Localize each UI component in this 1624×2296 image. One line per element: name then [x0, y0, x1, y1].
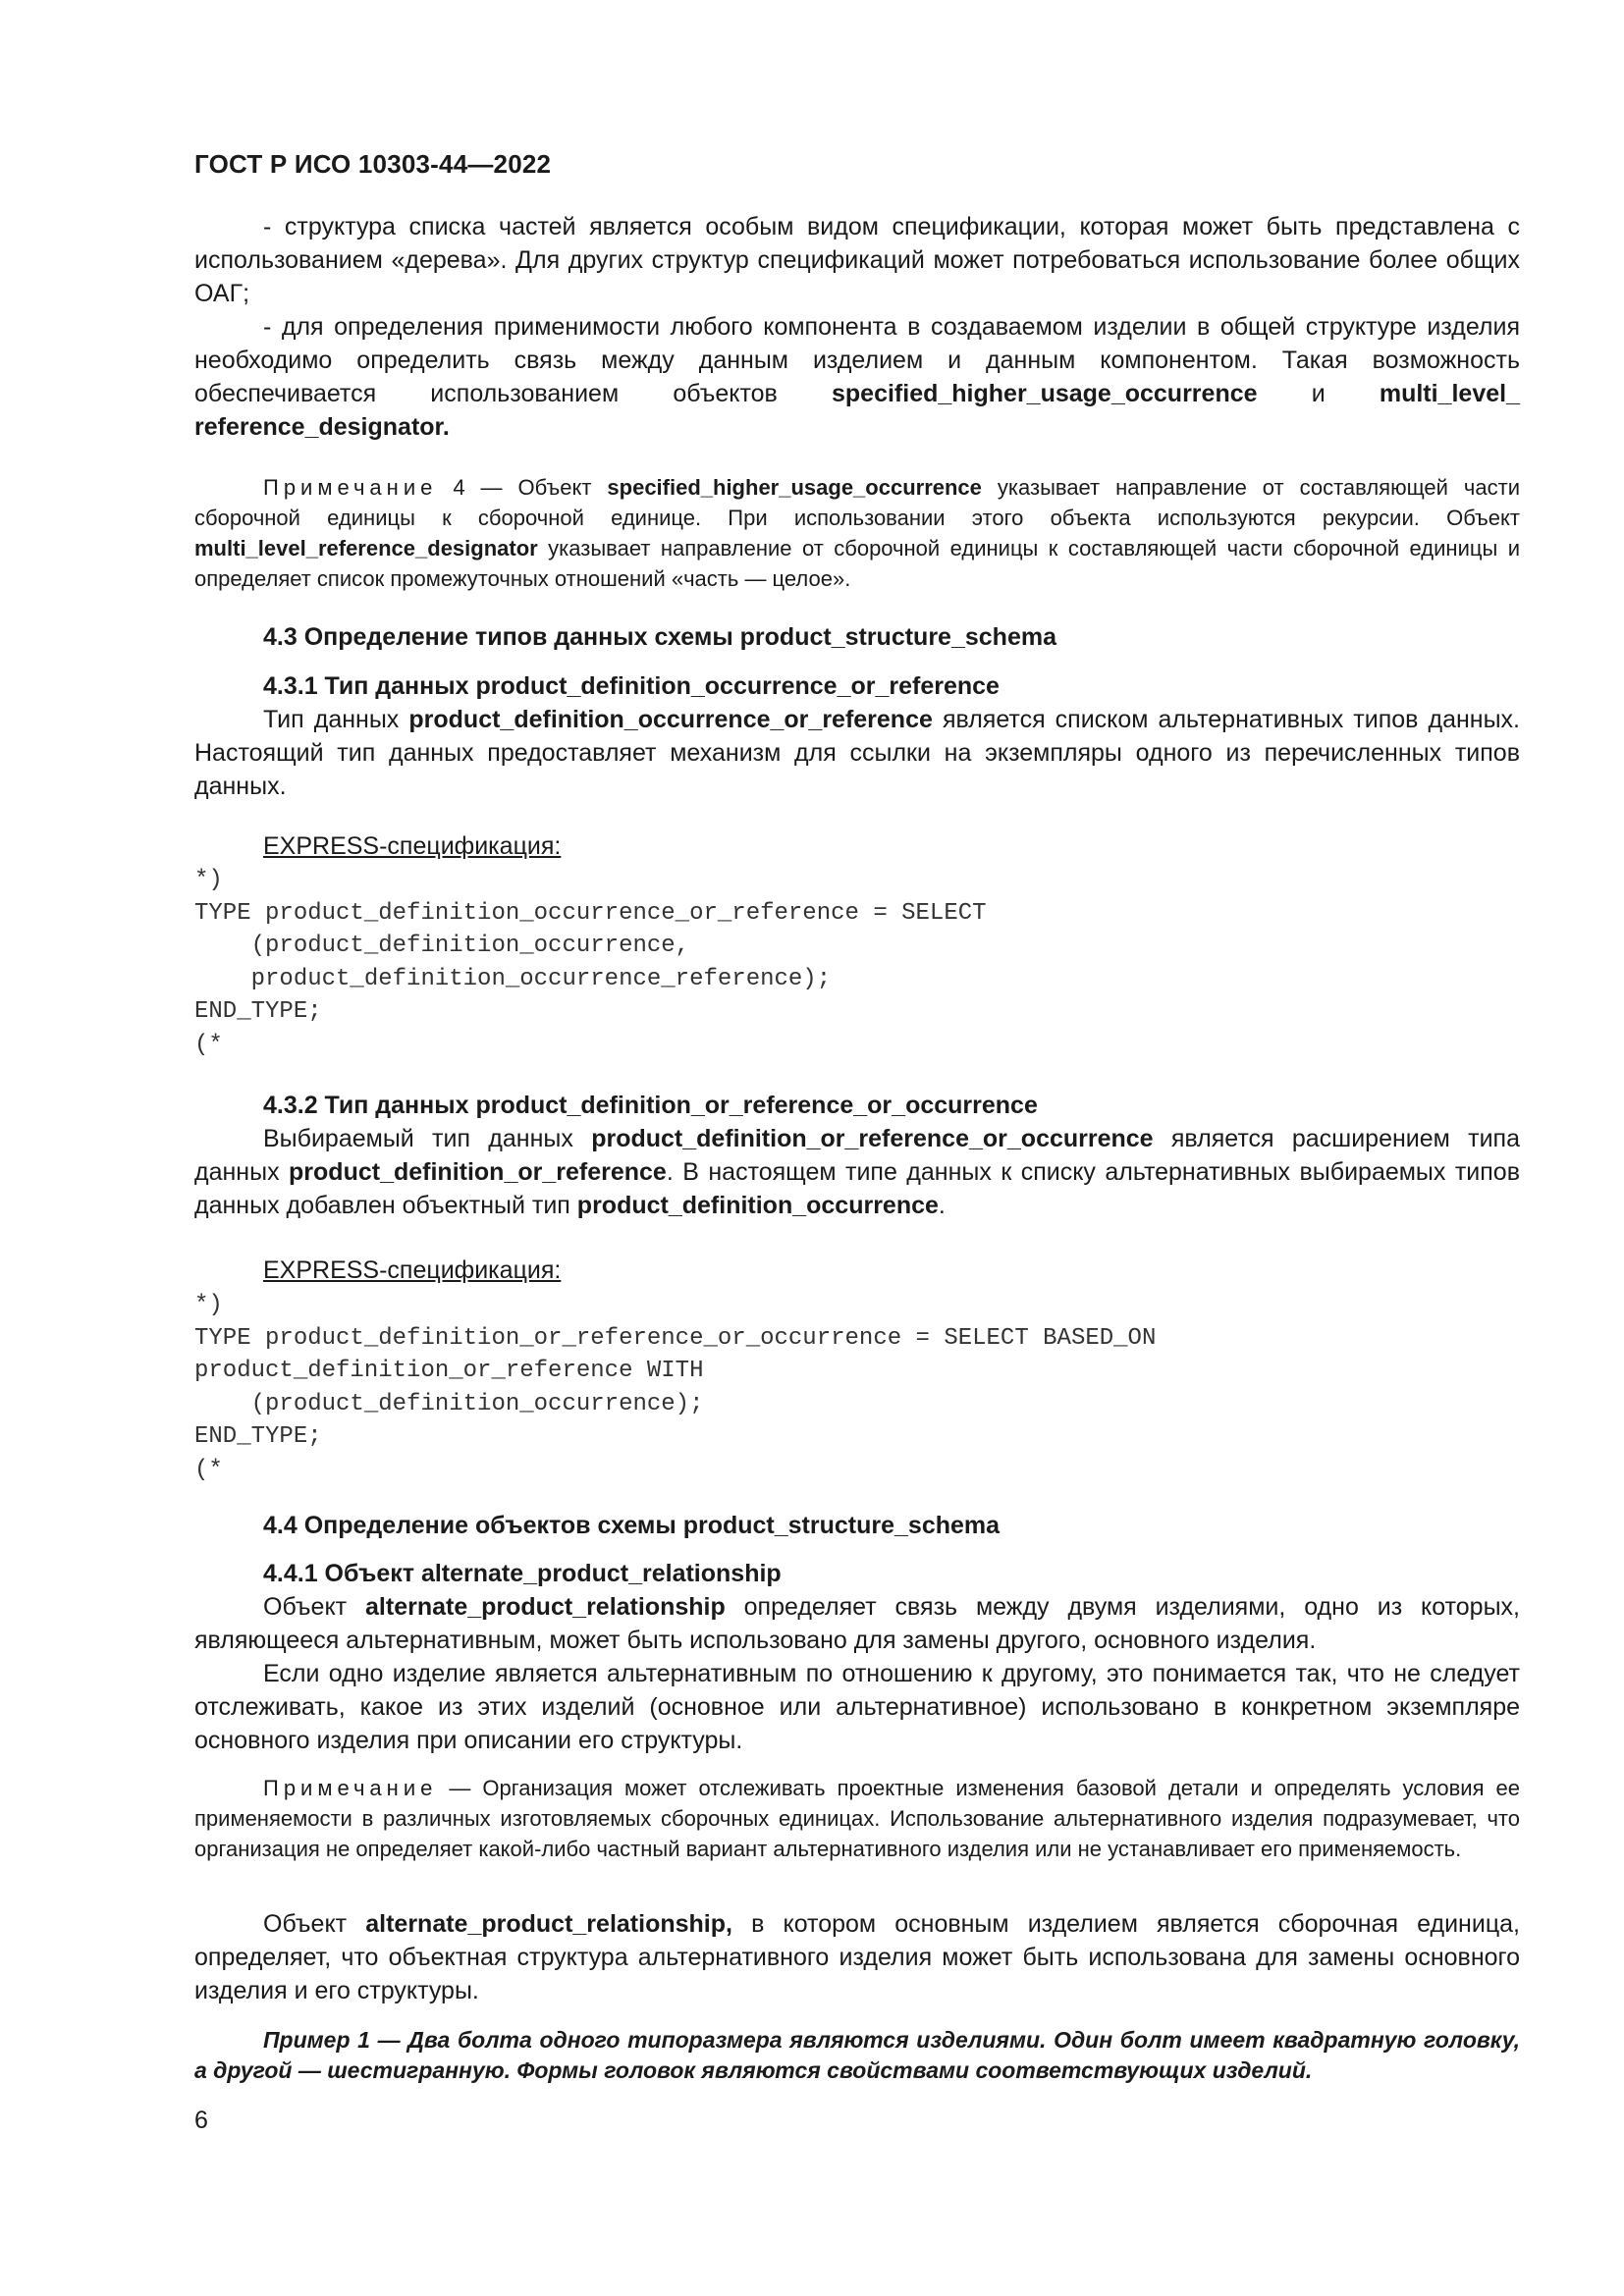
- note: Примечание — Организация может отслеживать проектные изменения базовой детали и определять условия ее применяемости в различных изготовляемых сборочных единицах. Использование альтернативного изделия подразумевает, что организация не определяет какой-либо частный вариант альтернативного изделия или не устанавливает его применяемость.: [194, 1776, 1520, 1861]
- note-label: Примечание: [263, 1776, 438, 1800]
- express-spec-label: EXPRESS-спецификация:: [263, 832, 562, 860]
- note-4: Примечание 4 — Объект specified_higher_usage_occurrence указывает направление от составляющей части сборочной единицы к сборочной единице. При использовании этого объекта используются рекурсии. Объект multi_level_reference_designator указывает направление от сборочной единицы к составляющей части сборочной единицы и определяет список промежуточных отношений «часть — целое».: [194, 475, 1520, 591]
- example-1: Пример 1 — Два болта одного типоразмера являются изделиями. Один болт имеет квадратную головку, а другой — шестигранную. Формы головок являются свойствами соответствующих изделий.: [194, 2027, 1520, 2083]
- page-number: 6: [194, 2107, 208, 2134]
- list-item: - структура списка частей является особым видом спецификации, которая может быть представлена с использованием «дерева». Для других структур спецификаций может потребоваться использование более общих ОАГ;: [194, 213, 1520, 307]
- document-header: ГОСТ Р ИСО 10303-44—2022: [194, 149, 552, 179]
- paragraph: Объект alternate_product_relationship, в котором основным изделием является сборочная единица, определяет, что объектная структура альтернативного изделия может быть использована для замены основного изделия и его структуры.: [194, 1910, 1520, 2004]
- intro-section: [194, 210, 1520, 444]
- section-heading-4-3-1: 4.3.1 Тип данных product_definition_occurrence_or_reference: [263, 672, 1000, 700]
- section-heading-4-3-2: 4.3.2 Тип данных product_definition_or_reference_or_occurrence: [263, 1092, 1038, 1119]
- paragraph: Тип данных product_definition_occurrence_or_reference является списком альтернативных типов данных. Настоящий тип данных предоставляет механизм для ссылки на экземпляры одного из перечисленных типов данных.: [194, 706, 1521, 800]
- note-label: Примечание: [263, 475, 438, 500]
- list-item: - для определения применимости любого компонента в создаваемом изделии в общей структуре изделия необходимо определить связь между данным изделием и данным компонентом. Такая возможность обеспечивается использованием объектов specified_higher_usage_occurrence и multi_level_ reference_designator.: [194, 313, 1520, 441]
- section-heading-4-4-1: 4.4.1 Объект alternate_product_relationship: [263, 1560, 782, 1587]
- express-code-block: *) TYPE product_definition_occurrence_or_reference = SELECT (product_definition_occurrence, product_definition_occurrence_reference); END_TYPE; (*: [194, 867, 987, 1058]
- document-page: [194, 0, 1520, 2296]
- paragraph: Выбираемый тип данных product_definition_or_reference_or_occurrence является расширением типа данных product_definition_or_reference. В настоящем типе данных к списку альтернативных выбираемых типов данных добавлен объектный тип product_definition_occurrence.: [194, 1125, 1520, 1219]
- section-heading-4-3: 4.3 Определение типов данных схемы product_structure_schema: [263, 623, 1056, 651]
- express-code-block: *) TYPE product_definition_or_reference_or_occurrence = SELECT BASED_ON product_definition_or_reference WITH (product_definition_occurrence); END_TYPE; (*: [194, 1292, 1157, 1483]
- express-spec-label: EXPRESS-спецификация:: [263, 1256, 562, 1284]
- section-heading-4-4: 4.4 Определение объектов схемы product_structure_schema: [263, 1512, 1001, 1539]
- paragraph: Объект alternate_product_relationship определяет связь между двумя изделиями, одно из которых, являющееся альтернативным, может быть использовано для замены другого, основного изделия. Если одно изделие является альтернативным по отношению к другому, это понимается так, что не следует отслеживать, какое из этих изделий (основное или альтернативное) использовано в конкретном экземпляре основного изделия при описании его структуры.: [194, 1593, 1520, 1754]
